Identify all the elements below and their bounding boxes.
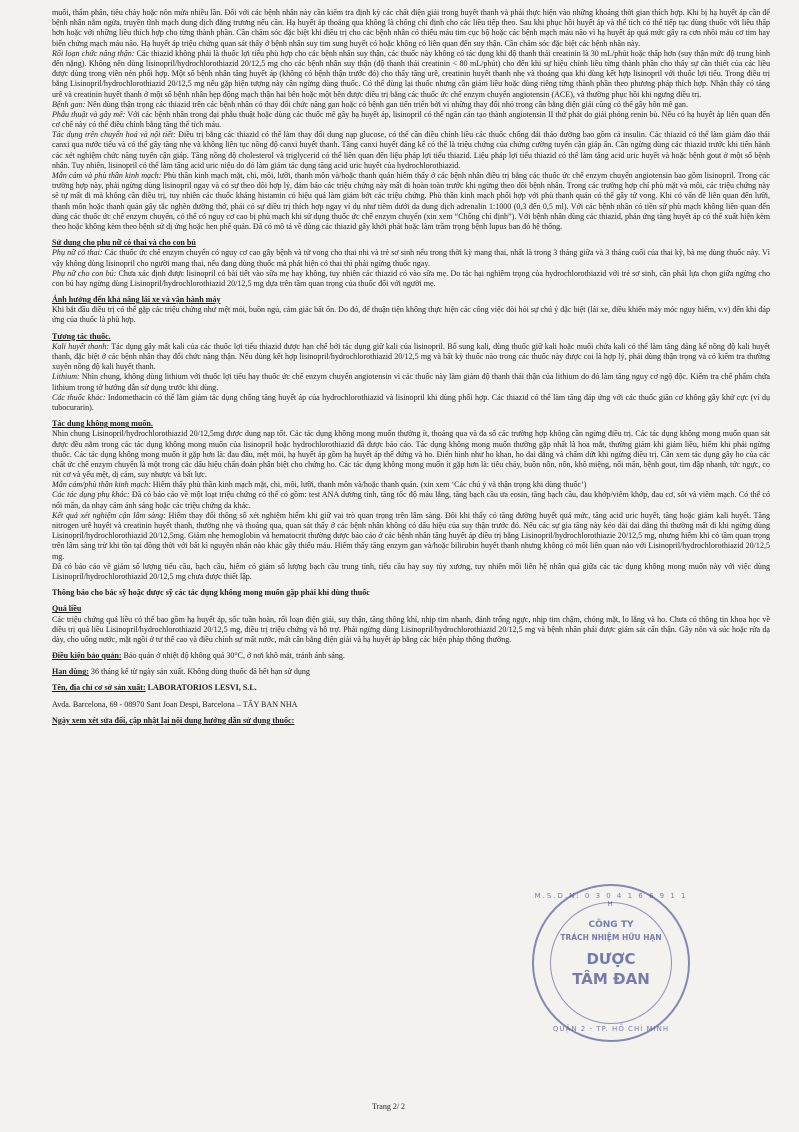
manufacturer-paragraph bbox=[52, 683, 770, 693]
other-drugs-paragraph bbox=[52, 393, 770, 413]
potassium-text: Tác dụng gây mất kali của các thuốc lợi tiểu thiazid được hạn chế bởi tác dụng giữ kali của lisinopril. Bổ sung kali, dùng thuốc giữ kali hoặc muối chứa kali có thể làm tăng đáng kể nồng độ kali huyết thanh, đặc biệt ở các bệnh nhân thay đổi chức năng thận. Nếu dùng kết hợp lisinopril/hydrochlorothiazid 20/12,5 mg và bất kỳ thuốc nào trong các thuốc này được coi là hợp lý, phải dùng thận trọng và có kiểm tra thường xuyên nồng độ kali huyết thanh. bbox=[52, 341, 770, 372]
driving-paragraph: Khi bắt đầu điều trị có thể gặp các triệu chứng như mệt mỏi, buồn ngủ, cảm giác bất ổn. Do đó, để thuận tiện không thực hiện các công việc đòi hỏi sự chú ý đặc biệt (lái xe, điều khiển máy móc nguy hiểm, v.v) đến khi đáp ứng của thuốc là phù hợp. bbox=[52, 305, 770, 325]
hypersensitivity-paragraph bbox=[52, 480, 770, 490]
stamp-line-duoc: DƯỢC bbox=[586, 950, 636, 968]
storage-label: Điều kiện bảo quản: bbox=[52, 651, 122, 661]
lithium-label: Lithium: bbox=[52, 372, 80, 382]
lactation-paragraph bbox=[52, 269, 770, 289]
surgery-label: Phẫu thuật và gây mê: bbox=[52, 109, 126, 119]
surgery-text: Với các bệnh nhân trong đại phẫu thuật hoặc dùng các thuốc mê gây hạ huyết áp, lisinopril có thể ngăn cản tạo thành angiotensin II thứ phát do giải phóng renin bù. Nếu có hạ huyết áp liên quan đến cơ chế này có thể điều chỉnh bằng tăng thể tích máu. bbox=[52, 109, 770, 130]
potassium-paragraph bbox=[52, 342, 770, 373]
renal-paragraph bbox=[52, 49, 770, 100]
expiry-paragraph bbox=[52, 667, 770, 677]
blood-count-paragraph: Đã có báo cáo về giảm số lượng tiểu cầu, bạch cầu, hiếm có giảm số lượng bạch cầu trung tính, tiểu cầu hay suy tủy xương, tuy nhiên mối liên hệ nhân quả giữa các tác dụng không mong muốn này với việc dùng Lisinopril/hydrochlorothiazid 20/12,5 mg chưa được thiết lập. bbox=[52, 561, 770, 581]
document-body bbox=[52, 8, 770, 726]
stamp-line-type: TRÁCH NHIỆM HỮU HẠN bbox=[560, 933, 662, 942]
storage-paragraph bbox=[52, 651, 770, 661]
expiry-text: 36 tháng kể từ ngày sản xuất. Không dùng thuốc đã hết hạn sử dụng bbox=[88, 667, 310, 677]
overdose-paragraph: Các triệu chứng quá liều có thể bao gồm hạ huyết áp, sốc tuần hoàn, rối loạn điện giải, suy thận, tăng thông khí, nhịp tim nhanh, đánh trống ngực, nhịp tim chậm, chóng mặt, lo lắng và ho. Chưa có thông tin khoa học về điều trị quá liều Lisinopril/hydrochlorothiazid 20/12,5 mg, điều trị triệu chứng và hỗ trợ. Phải ngừng dùng Lisinopril/hydrochlorothiazid 20/12,5 mg và bệnh nhân phải được giám sát cẩn thận. Gây nôn và súc hoặc rửa dạ dày, cho uống nước, mặt ngồi ở tư thế cao và điều chỉnh sự mất nước, mất cân bằng điện giải và hạ huyết áp bằng các biện pháp thông thường. bbox=[52, 614, 770, 644]
stamp-tax-code: M.S.D.N: 0 3 0 4 1 6 6 9 1 1 H bbox=[534, 892, 688, 908]
lithium-text: Nhìn chung, không dùng lithium với thuốc lợi tiểu hay thuốc ức chế enzym chuyển angiotensin vì các thuốc này làm giảm độ thanh thải thận của lithium do đó làm tăng nguy cơ ngộ độc. Kiểm tra chế phẩm chứa lithium trong tờ hướng dẫn sử dụng trước khi dùng. bbox=[52, 372, 770, 392]
other-drugs-label: Các thuốc khác: bbox=[52, 392, 106, 402]
lactation-label: Phụ nữ cho con bú: bbox=[52, 268, 117, 278]
lab-findings-label: Kết quả xét nghiệm cận lâm sàng: bbox=[52, 510, 166, 520]
angioedema-text: Phù thần kinh mạch mặt, chi, môi, lưỡi, thanh môn và/hoặc thanh quản hiếm thấy ở các bệnh nhân điều trị bằng các thuốc ức chế enzym chuyển angiotensin bao gồm lisinopril. Trong các trường hợp này, phải ngừng dùng lisinopril ngay và có sự theo dõi hợp lý, đảm bảo các triệu chứng này mất đi hoàn toàn trước khi ngừng theo dõi bệnh nhân. Trong các trường hợp chỉ phù mặt và môi, các triệu chứng này sẽ tự mất đi mà không cần điều trị, tuy nhiên các thuốc kháng histamin có hiệu quả làm giảm bớt các triệu chứng. Phù thần kinh mạch phối hợp với phù thanh quản có thể gây tử vong. Khi có vấn đề liên quan đến lưỡi, thanh môn hoặc thanh quản gây tắc nghẽn đường thở, phải có sự điều trị thích hợp ngay ví dụ như tiêm dưới da dung dịch adrenalin 1:1000 (0,3 đến 0,5 ml). Với các bệnh nhân có tiền sử phù mạch không liên quan đến dùng các thuốc ức chế enzym chuyển, có thể có nguy cơ cao bị phù mạch khi sử dụng thuốc ức chế enzym chuyển (xin xem “Chống chỉ định”). Với bệnh nhân dùng các thiazid, phản ứng tăng huyết áp có thể xuất hiện kèm theo hoặc không kèm theo bệnh sử dị ứng hoặc hen phế quản. Đã có mô tả về dùng các thiazid gây khởi phát hoặc làm trầm trọng bệnh lupus ban đỏ hệ thống. bbox=[52, 171, 770, 231]
pregnancy-label: Phụ nữ có thai: bbox=[52, 248, 103, 258]
liver-text: Nên dùng thận trọng các thiazid trên các bệnh nhân có thay đổi chức năng gan hoặc có bệnh gan tiến triển bởi vì những thay đổi nhỏ trong cân bằng điện giải cũng có thể gây hôn mê gan. bbox=[85, 99, 688, 109]
stamp-inner-ring bbox=[550, 902, 672, 1024]
stamp-line-name: TÂM ĐAN bbox=[572, 970, 650, 988]
metabolic-label: Tác dụng trên chuyển hoá và nội tiết: bbox=[52, 130, 176, 140]
adverse-heading: Tác dụng không mong muốn. bbox=[52, 419, 153, 429]
lactation-text: Chưa xác định được lisinopril có bài tiết vào sữa mẹ hay không, tuy nhiên các thiazid có vào sữa mẹ. Do tác hại nghiêm trọng của hydrochlorothiazid với trẻ sơ sinh, cần phải lựa chọn giữa ngừng cho con bú hay ngừng dùng Lisinopril/hydrochlorothiazid 20/12,5 mg dựa trên tầm quan trọng của thuốc đối với người mẹ. bbox=[52, 268, 770, 288]
intro-paragraph: muối, thẩm phân, tiêu chảy hoặc nôn mửa nhiều lần. Đối với các bệnh nhân này cần kiểm tra định kỳ các chất điện giải trong huyết thanh và phải thực hiện vào những khoảng thời gian thích hợp. Khi bị hạ huyết áp cần để bệnh nhân nằm ngửa, truyền tĩnh mạch dung dịch đẳng trương nếu cần. Hạ huyết áp thoáng qua không là chống chỉ định cho các liều tiếp theo. Sau khi phục hồi huyết áp và thể tích có thể tiếp tục dùng thuốc với liều thấp hơn hoặc với những liều thích hợp cho từng thành phần. Cần chăm sóc đặc biệt khi điều trị cho các bệnh nhân có thiếu máu tim cục bộ hoặc các bệnh mạch máu não vì hạ huyết áp quá mức gây ra cơn nhồi máu cơ tim hay biến chứng mạch máu não. Hạ huyết áp triệu chứng quan sát thấy ở bệnh nhân suy tim sung huyết có hoặc không có liên quan đến suy thận. Cần chăm sóc đặc biệt các bệnh nhân này. bbox=[52, 8, 770, 48]
other-effects-text: Đã có báo cáo về một loạt triệu chứng có thể có gồm: test ANA dương tính, tăng tốc độ máu lắng, tăng bạch cầu ưa eosin, tăng bạch cầu, đau khớp/viêm khớp, đau cơ, sốt và viêm mạch. Có thể có nổi mẩn, da nhạy cảm ánh sáng hoặc các triệu chứng da khác. bbox=[52, 490, 770, 510]
revision-date-label: Ngày xem xét sửa đổi, cập nhật lại nội dung hướng dẫn sử dụng thuốc: bbox=[52, 715, 295, 725]
renal-text: Các thiazid không phải là thuốc lợi tiểu phù hợp cho các bệnh nhân suy thận, các thuốc này không có tác dụng khi độ thanh thải creatinin là 30 mL/phút hoặc thấp hơn (suy thận mức độ trung bình đến nặng). Không nên dùng lisinopril/hydrochlorothiazid 20/12,5 mg cho các bệnh nhân suy thận (độ thanh thải creatinin < 80 mL/phút) cho đến khi sự hiệu chỉnh liều từng thành phần cho thấy sự cần thiết của các liều được dùng trong viên nén phối hợp. Một số bệnh nhân tăng huyết áp (không có bệnh thận trước đó) cho thấy tăng urê, creatinin huyết thanh nhẹ và thoáng qua khi dùng kết hợp lisinopril với thuốc lợi tiểu. Trong điều trị bằng Lisinopril/hydrochlorothiazid 20/12,5 mg nếu gặp hiện tượng này cần ngừng dùng thuốc. Có thể dùng lại thuốc nhưng cần giảm liều hoặc dùng riêng từng thành phần theo phương pháp thích hợp. Nhận thấy có tăng urê và creatinin huyết thanh ở một số bệnh nhân hẹp động mạch thận hai bên hoặc một bên được điều trị bằng các thuốc ức chế enzym chuyển angiotensin (ACE), và thường phục hồi khi ngưng điều trị. bbox=[52, 48, 770, 99]
driving-heading: Ảnh hưởng đến khả năng lái xe và vận hành máy bbox=[52, 295, 221, 305]
lithium-paragraph bbox=[52, 372, 770, 392]
lab-findings-paragraph bbox=[52, 511, 770, 562]
overdose-heading: Quá liều bbox=[52, 604, 82, 614]
company-stamp bbox=[532, 884, 690, 1042]
manufacturer-label: Tên, địa chỉ cơ sở sản xuất: bbox=[52, 683, 146, 693]
potassium-label: Kali huyết thanh: bbox=[52, 341, 110, 351]
metabolic-paragraph bbox=[52, 130, 770, 171]
interactions-heading: Tương tác thuốc. bbox=[52, 331, 111, 341]
surgery-paragraph bbox=[52, 110, 770, 130]
pregnancy-text: Các thuốc ức chế enzym chuyển có nguy cơ cao gây bệnh và tử vong cho thai nhi và trẻ sơ sinh nếu trong thời kỳ mang thai, nhất là trong 3 tháng giữa và 3 tháng cuối của thai kỳ, bà mẹ dùng thuốc này. Vì vậy không dùng lisinopril cho người mang thai, nếu đang dùng thuốc mà phát hiện có thai thì phải ngừng thuốc ngay. bbox=[52, 248, 771, 268]
pregnancy-paragraph bbox=[52, 248, 770, 268]
report-notice: Thông báo cho bác sỹ hoặc dược sỹ các tác dụng không mong muốn gặp phải khi dùng thuốc bbox=[52, 588, 370, 598]
hypersensitivity-text: Hiếm thấy phù thần kinh mạch mặt, chi, môi, lưỡi, thanh môn và/hoặc thanh quản. (xin xem ‘Các chú ý và thận trọng khi dùng thuốc’) bbox=[150, 480, 587, 490]
stamp-location: QUẬN 2 - TP. HỒ CHÍ MINH bbox=[552, 1025, 670, 1033]
other-effects-label: Các tác dụng phụ khác: bbox=[52, 490, 130, 500]
manufacturer-name: LABORATORIOS LESVI, S.L. bbox=[145, 683, 257, 693]
stamp-line-company: CÔNG TY bbox=[588, 920, 634, 930]
other-effects-paragraph bbox=[52, 490, 770, 510]
other-drugs-text: Indomethacin có thể làm giảm tác dụng chống tăng huyết áp của hydrochlorothiazid và lisinopril khi dùng phối hợp. Các thiazid có thể làm tăng đáp ứng với các thuốc giãn cơ không gây khử cực (ví dụ tubocurarin). bbox=[52, 392, 770, 412]
lab-findings-text: Hiếm thay đổi thông số xét nghiệm hiếm khi giữ vai trò quan trọng trên lâm sàng. Đôi khi thấy có tăng đường huyết quá mức, tăng acid uric huyết, tăng hoặc giảm kali huyết. Tăng nitrogen urê huyết và creatinin huyết thanh, thường nhẹ và thoáng qua, quan sát thấy ở các bệnh nhân không có dấu hiệu của suy thận trước đó. Nếu các sự gia tăng này kéo dài dai dẳng thì thường mất đi khi ngừng dùng Lisinopril/hydrochlorothiazid 20/12,5mg. Giảm nhẹ hemoglobin và hematocrit thường được báo cáo ở các bệnh nhân tăng huyết áp điều trị bằng Lisinopril/hydrochlorothiazie 20/12,5 mg, nhưng hiếm khi có tầm quan trọng trên lâm sàng trừ khi tồn tại đồng thời với bất kì nguyên nhân nào khác gây thiếu máu. Hiếm thấy tăng enzym gan và/hoặc bilirubin huyết thanh nhưng không có mối liên quan nào với Lisinopril/hydrochlorothiazid 20/12,5 mg. bbox=[52, 510, 771, 561]
hypersensitivity-label: Mẫn cảm/phù thần kinh mạch: bbox=[52, 480, 151, 490]
expiry-label: Hạn dùng: bbox=[52, 667, 89, 677]
storage-text: Bảo quản ở nhiệt độ không quá 30°C, ở nơi khô mát, tránh ánh sáng. bbox=[121, 651, 345, 661]
liver-paragraph bbox=[52, 100, 770, 110]
page-number: Trang 2/ 2 bbox=[372, 1102, 406, 1111]
angioedema-paragraph bbox=[52, 171, 770, 232]
liver-label: Bệnh gan: bbox=[52, 99, 86, 109]
adverse-paragraph: Nhìn chung Lisinopril/hydrochlorothiazid 20/12,5mg được dung nạp tốt. Các tác dụng không mong muốn thường ít, thoáng qua và đa số các trường hợp không cần ngừng điều trị. Các tác dụng không mong muốn quan sát được đều nằm trong các tác dụng không mong muốn của lisinopril hoặc hydrochlorothiazid đã được báo cáo. Tác dụng không mong muốn thường gặp nhất là hoa mắt, thường giảm khi giảm liều, hiếm khi phải ngừng thuốc. Các tác dụng không mong muốn ít gặp hơn là: đau đầu, mệt mỏi, hạ huyết áp gồm hạ huyết áp thế đứng và ho. Điển hình như ho khan, ho dai dẳng và chấm dứt khi ngừng điều trị. Cần xem tác dụng gây ho của các chất ức chế enzym chuyển là một trong các dấu hiệu chẩn đoán phân biệt cho chứng ho. Các tác dụng không mong muốn ít gặp hơn là: tiêu chảy, buồn nôn, nôn, khô miệng, nổi mẩn, bệnh gout, tim đập nhanh, tức ngực, co rút cơ và yếu mệt, dị cảm, suy nhược và bất lực. bbox=[52, 429, 770, 480]
pregnancy-heading: Sử dụng cho phụ nữ có thai và cho con bú bbox=[52, 238, 196, 248]
metabolic-text: Điều trị bằng các thiazid có thể làm thay đổi dung nạp glucose, có thể cần điều chỉnh liều các thuốc chống đái tháo đường bao gồm cả insulin. Các thiazid có thể làm giảm đào thải canxi qua nước tiểu và có thể gây tăng nhẹ và không liên tục nồng độ canxi huyết thanh. Tăng canxi huyết đáng kể có thể là triệu chứng của chứng cường tuyến cận giáp ẩn. Cần ngừng dùng các thiazid trước khi tiến hành các xét nghiệm chức năng tuyến cận giáp. Tăng nồng độ cholesterol và triglycerid có thể liên quan đến liệu pháp lợi tiểu thiazid. Liệu pháp lợi tiểu thiazid có thể làm tăng acid uric huyết và hoặc bệnh gout ở một số bệnh nhân. Tuy nhiên, lisinopril có thể làm tăng acid uric niệu do đó làm giảm tác dụng tăng acid uric huyết của hydrochlorothiazid. bbox=[52, 130, 770, 170]
renal-label: Rối loạn chức năng thận: bbox=[52, 48, 135, 58]
angioedema-label: Mẫn cảm và phù thần kinh mạch: bbox=[52, 171, 162, 180]
manufacturer-address: Avda. Barcelona, 69 - 08970 Sant Joan Despi, Barcelona – TÂY BAN NHA bbox=[52, 699, 298, 709]
